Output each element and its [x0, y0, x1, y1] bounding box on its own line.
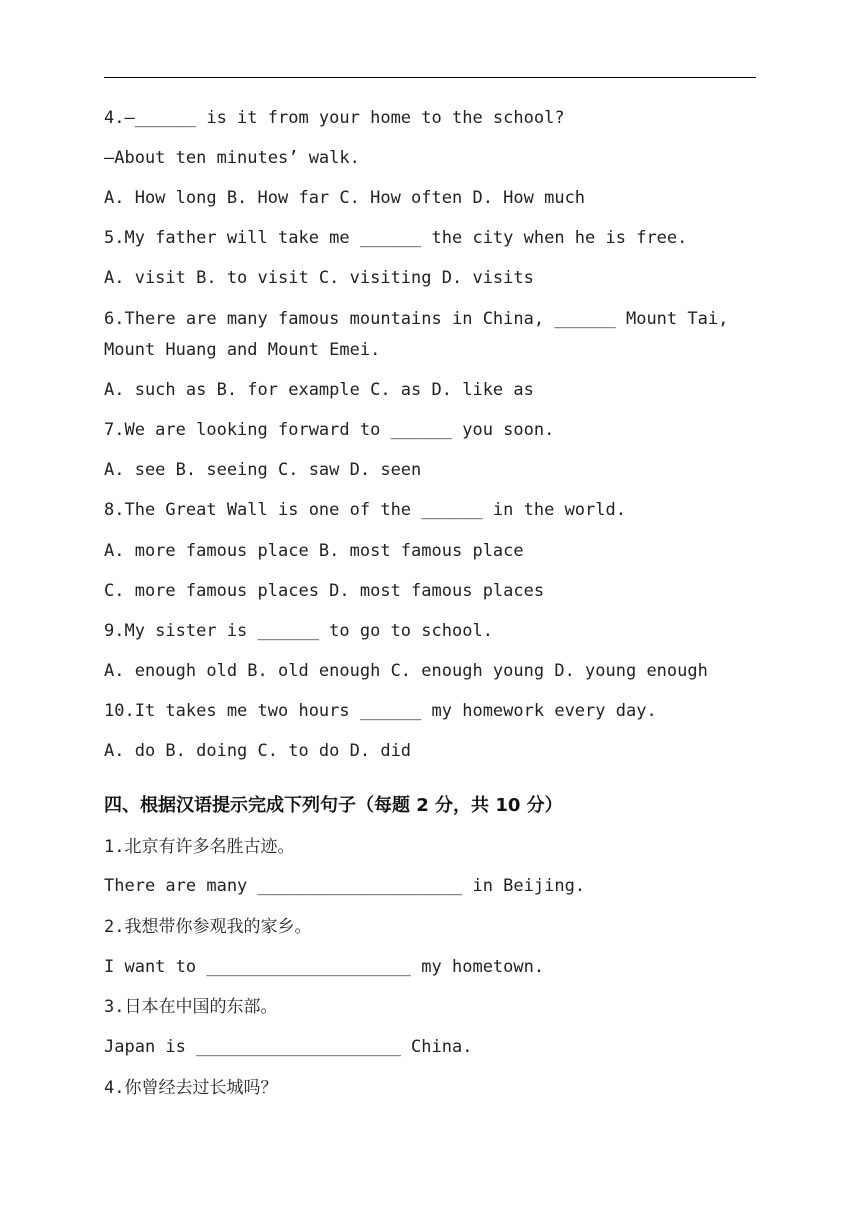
- q7-question: 7.We are looking forward to ______ you soon.: [104, 420, 555, 440]
- q4-answer-line: —About ten minutes’ walk.: [104, 148, 360, 168]
- q10-question: 10.It takes me two hours ______ my homework every day.: [104, 701, 657, 721]
- header-rule: [104, 77, 756, 78]
- section4-heading: 四、根据汉语提示完成下列句子（每题 2 分，共 10 分）: [104, 795, 563, 816]
- q5-question: 5.My father will take me ______ the city when he is free.: [104, 228, 688, 248]
- s4-item3-english: Japan is ____________________ China.: [104, 1037, 473, 1057]
- q8-options-line1: A. more famous place B. most famous place: [104, 541, 524, 561]
- q4-question: 4.—______ is it from your home to the school?: [104, 108, 565, 128]
- q8-question: 8.The Great Wall is one of the ______ in the world.: [104, 500, 626, 520]
- q6-question-line1: 6.There are many famous mountains in China, ______ Mount Tai,: [104, 309, 729, 329]
- q9-question: 9.My sister is ______ to go to school.: [104, 621, 493, 641]
- q7-options: A. see B. seeing C. saw D. seen: [104, 460, 422, 480]
- s4-item2-english: I want to ____________________ my hometown.: [104, 957, 545, 977]
- q8-options-line2: C. more famous places D. most famous places: [104, 581, 545, 601]
- q5-options: A. visit B. to visit C. visiting D. visits: [104, 268, 534, 288]
- q6-options: A. such as B. for example C. as D. like as: [104, 380, 534, 400]
- q9-options: A. enough old B. old enough C. enough young D. young enough: [104, 661, 708, 681]
- q6-question-line2: Mount Huang and Mount Emei.: [104, 340, 381, 360]
- s4-item2-chinese: 2.我想带你参观我的家乡。: [104, 917, 312, 937]
- q10-options: A. do B. doing C. to do D. did: [104, 741, 412, 761]
- s4-item1-english: There are many ____________________ in Beijing.: [104, 876, 586, 896]
- s4-item3-chinese: 3.日本在中国的东部。: [104, 997, 278, 1017]
- s4-item1-chinese: 1.北京有许多名胜古迹。: [104, 837, 295, 857]
- s4-item4-chinese: 4.你曾经去过长城吗？: [104, 1078, 278, 1098]
- q4-options: A. How long B. How far C. How often D. How much: [104, 188, 586, 208]
